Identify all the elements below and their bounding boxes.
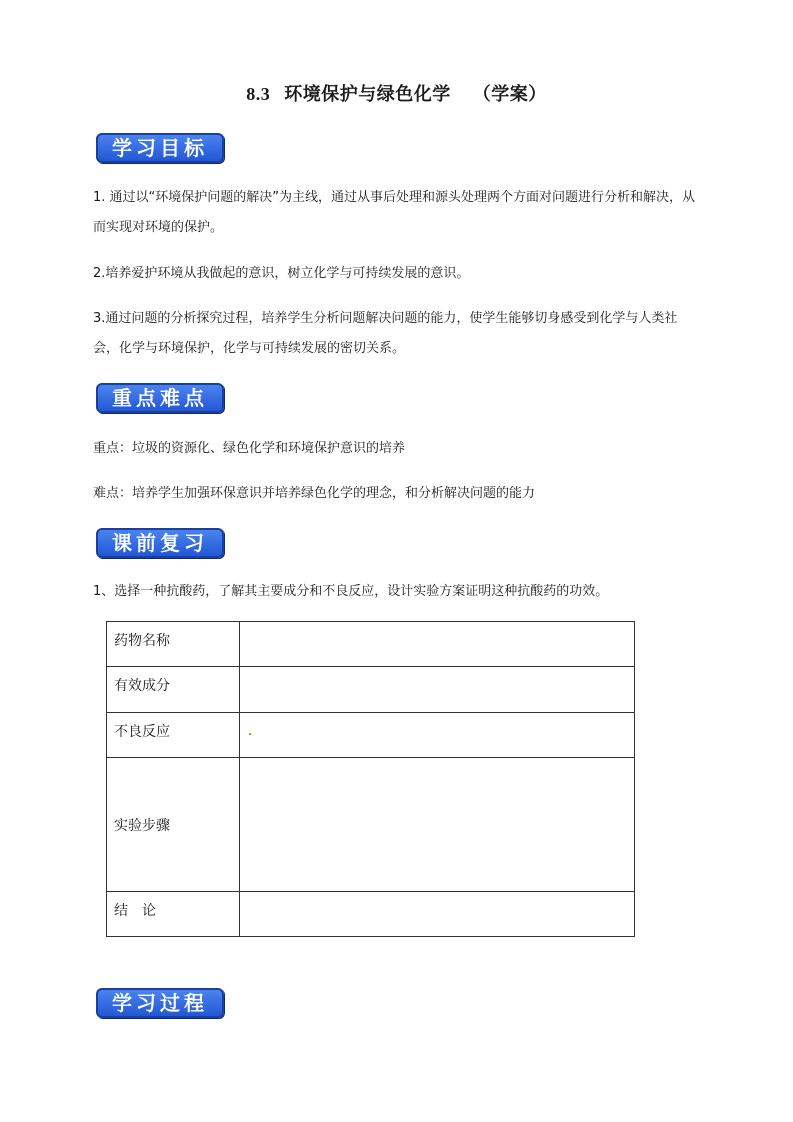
table-cell-answer [240,758,635,892]
preview-question: 1、选择一种抗酸药，了解其主要成分和不良反应，设计实验方案证明这种抗酸药的功效。 [93,584,609,599]
title-text: 环境保护与绿色化学 [284,84,451,105]
table-row-label: 药物名称 [107,622,240,667]
table-row-label: 有效成分 [107,667,240,713]
table-row-label: 结 论 [107,892,240,937]
table-row [107,892,635,937]
drug-table [106,621,635,937]
table-cell-answer [240,892,635,937]
key-point-difficult: 难点：培养学生加强环保意识并培养绿色化学的理念，和分析解决问题的能力 [93,486,536,501]
title-subtitle: （学案） [472,84,547,105]
section-number: 8.3 [246,84,271,104]
table-row [107,622,635,667]
table-cell-answer [240,667,635,713]
section-badge-preview: 课前复习 [96,528,224,558]
goal-item-3: 3.通过问题的分析探究过程，培养学生分析问题解决问题的能力，使学生能够切身感受到化学与人类社会，化学与环境保护，化学与可持续发展的密切关系。 [93,311,678,356]
page-title [0,80,793,106]
table-row-label: 不良反应 [107,713,240,758]
section-badge-goals: 学习目标 [96,133,224,163]
section-badge-key-points: 重点难点 [96,383,224,413]
goal-item-2: 2.培养爱护环境从我做起的意识，树立化学与可持续发展的意识。 [93,266,470,281]
table-row [107,667,635,713]
table-row-label: 实验步骤 [107,758,240,892]
section-badge-process: 学习过程 [96,988,224,1018]
key-point-important: 重点：垃圾的资源化、绿色化学和环境保护意识的培养 [93,441,406,456]
stray-dot-mark [249,733,251,735]
table-cell-answer [240,622,635,667]
table-row [107,758,635,892]
table-cell-answer [240,713,635,758]
goal-item-1: 1. 通过以“环境保护问题的解决”为主线，通过从事后处理和源头处理两个方面对问题进行分析和解决，从而实现对环境的保护。 [93,190,696,235]
table-row [107,713,635,758]
